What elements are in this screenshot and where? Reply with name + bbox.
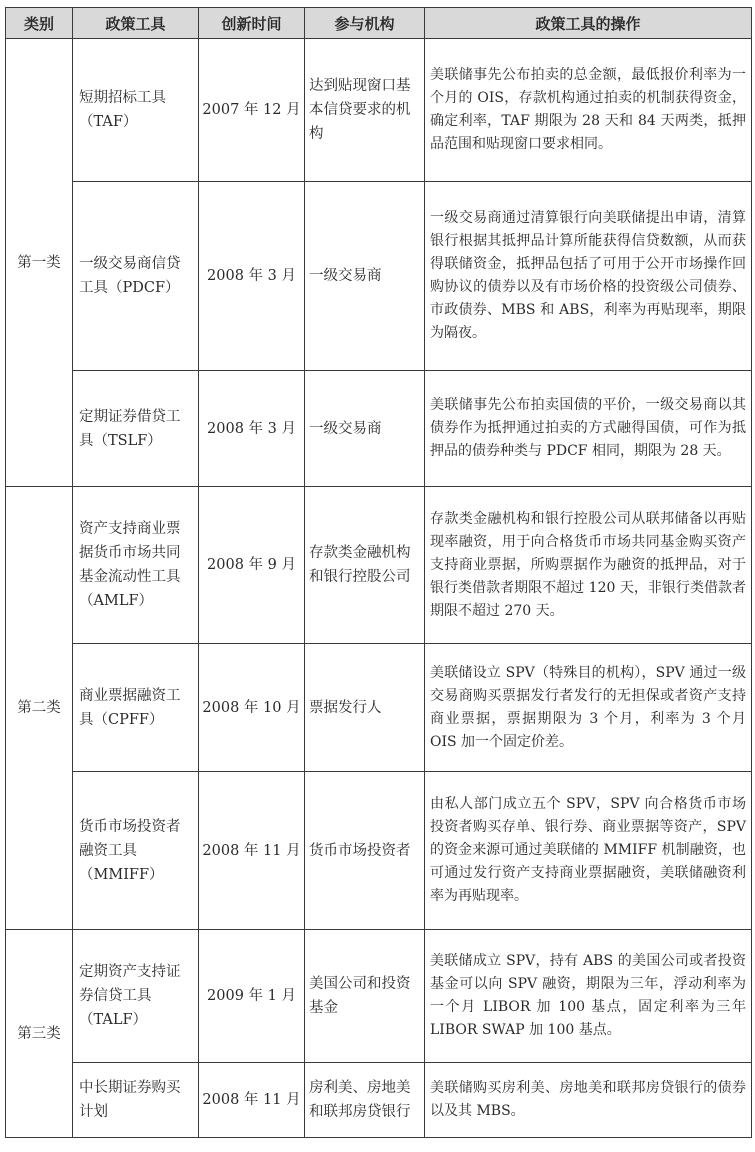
org-cell: 一级交易商 xyxy=(305,371,425,487)
table-row xyxy=(6,39,752,182)
header-org: 参与机构 xyxy=(305,8,425,39)
tool-cell: 货币市场投资者融资工具（MMIFF） xyxy=(73,772,199,930)
table-row xyxy=(6,182,752,371)
date-cell: 2008 年 11 月 xyxy=(199,1063,305,1138)
tool-cell: 定期资产支持证券信贷工具（TALF） xyxy=(73,930,199,1063)
header-operation: 政策工具的操作 xyxy=(425,8,752,39)
operation-cell: 美联储事先公布拍卖国债的平价，一级交易商以其债券作为抵押通过拍卖的方式融得国债，可作为抵押品的债券种类与 PDCF 相同，期限为 28 天。 xyxy=(425,371,752,487)
date-cell: 2008 年 10 月 xyxy=(199,644,305,772)
org-cell: 达到贴现窗口基本信贷要求的机构 xyxy=(305,39,425,182)
header-date: 创新时间 xyxy=(199,8,305,39)
org-cell: 存款类金融机构和银行控股公司 xyxy=(305,487,425,644)
org-cell: 一级交易商 xyxy=(305,182,425,371)
table-row xyxy=(6,772,752,930)
org-cell: 货币市场投资者 xyxy=(305,772,425,930)
table-row xyxy=(6,371,752,487)
org-cell: 美国公司和投资基金 xyxy=(305,930,425,1063)
tool-cell: 短期招标工具（TAF） xyxy=(73,39,199,182)
tool-cell: 商业票据融资工具（CPFF） xyxy=(73,644,199,772)
category-cell: 第一类 xyxy=(6,39,73,487)
date-cell: 2007 年 12 月 xyxy=(199,39,305,182)
operation-cell: 美联储事先公布拍卖的总金额，最低报价利率为一个月的 OIS，存款机构通过拍卖的机制获得资金，确定利率，TAF 期限为 28 天和 84 天两类，抵押品范围和贴现窗口要求相同。 xyxy=(425,39,752,182)
date-cell: 2008 年 3 月 xyxy=(199,182,305,371)
table-row xyxy=(6,1063,752,1138)
org-cell: 票据发行人 xyxy=(305,644,425,772)
operation-cell: 一级交易商通过清算银行向美联储提出申请，清算银行根据其抵押品计算所能获得信贷数额，从而获得联储资金，抵押品包括了可用于公开市场操作回购协议的债券以及有市场价格的投资级公司债券、市政债券、MBS 和 ABS，利率为再贴现率，期限为隔夜。 xyxy=(425,182,752,371)
date-cell: 2009 年 1 月 xyxy=(199,930,305,1063)
operation-cell: 由私人部门成立五个 SPV，SPV 向合格货币市场投资者购买存单、银行券、商业票据等资产，SPV 的资金来源可通过美联储的 MMIFF 机制融资，也可通过发行资产支持商业票据融资，美联储融资利率为再贴现率。 xyxy=(425,772,752,930)
date-cell: 2008 年 9 月 xyxy=(199,487,305,644)
operation-cell: 美联储购买房利美、房地美和联邦房贷银行的债券以及其 MBS。 xyxy=(425,1063,752,1138)
policy-tools-table xyxy=(5,7,752,1138)
operation-cell: 存款类金融机构和银行控股公司从联邦储备以再贴现率融资，用于向合格货币市场共同基金购买资产支持商业票据，所购票据作为融资的抵押品，对于银行类借款者期限不超过 120 天，非银行类借款者期限不超过 270 天。 xyxy=(425,487,752,644)
org-cell: 房利美、房地美和联邦房贷银行 xyxy=(305,1063,425,1138)
table-row xyxy=(6,644,752,772)
table-row xyxy=(6,930,752,1063)
tool-cell: 定期证券借贷工具（TSLF） xyxy=(73,371,199,487)
header-category: 类别 xyxy=(6,8,73,39)
operation-cell: 美联储设立 SPV（特殊目的机构），SPV 通过一级交易商购买票据发行者发行的无担保或者资产支持商业票据，票据期限为 3 个月，利率为 3 个月 OIS 加一个固定价差。 xyxy=(425,644,752,772)
category-cell: 第二类 xyxy=(6,487,73,930)
tool-cell: 中长期证券购买计划 xyxy=(73,1063,199,1138)
tool-cell: 资产支持商业票据货币市场共同基金流动性工具（AMLF） xyxy=(73,487,199,644)
date-cell: 2008 年 3 月 xyxy=(199,371,305,487)
header-row xyxy=(6,8,752,39)
date-cell: 2008 年 11 月 xyxy=(199,772,305,930)
table-row xyxy=(6,487,752,644)
category-cell: 第三类 xyxy=(6,930,73,1138)
operation-cell: 美联储成立 SPV，持有 ABS 的美国公司或者投资基金可以向 SPV 融资，期限为三年，浮动利率为一个月 LIBOR 加 100 基点，固定利率为三年 LIBOR SWAP 加 100 基点。 xyxy=(425,930,752,1063)
header-tool: 政策工具 xyxy=(73,8,199,39)
tool-cell: 一级交易商信贷工具（PDCF） xyxy=(73,182,199,371)
